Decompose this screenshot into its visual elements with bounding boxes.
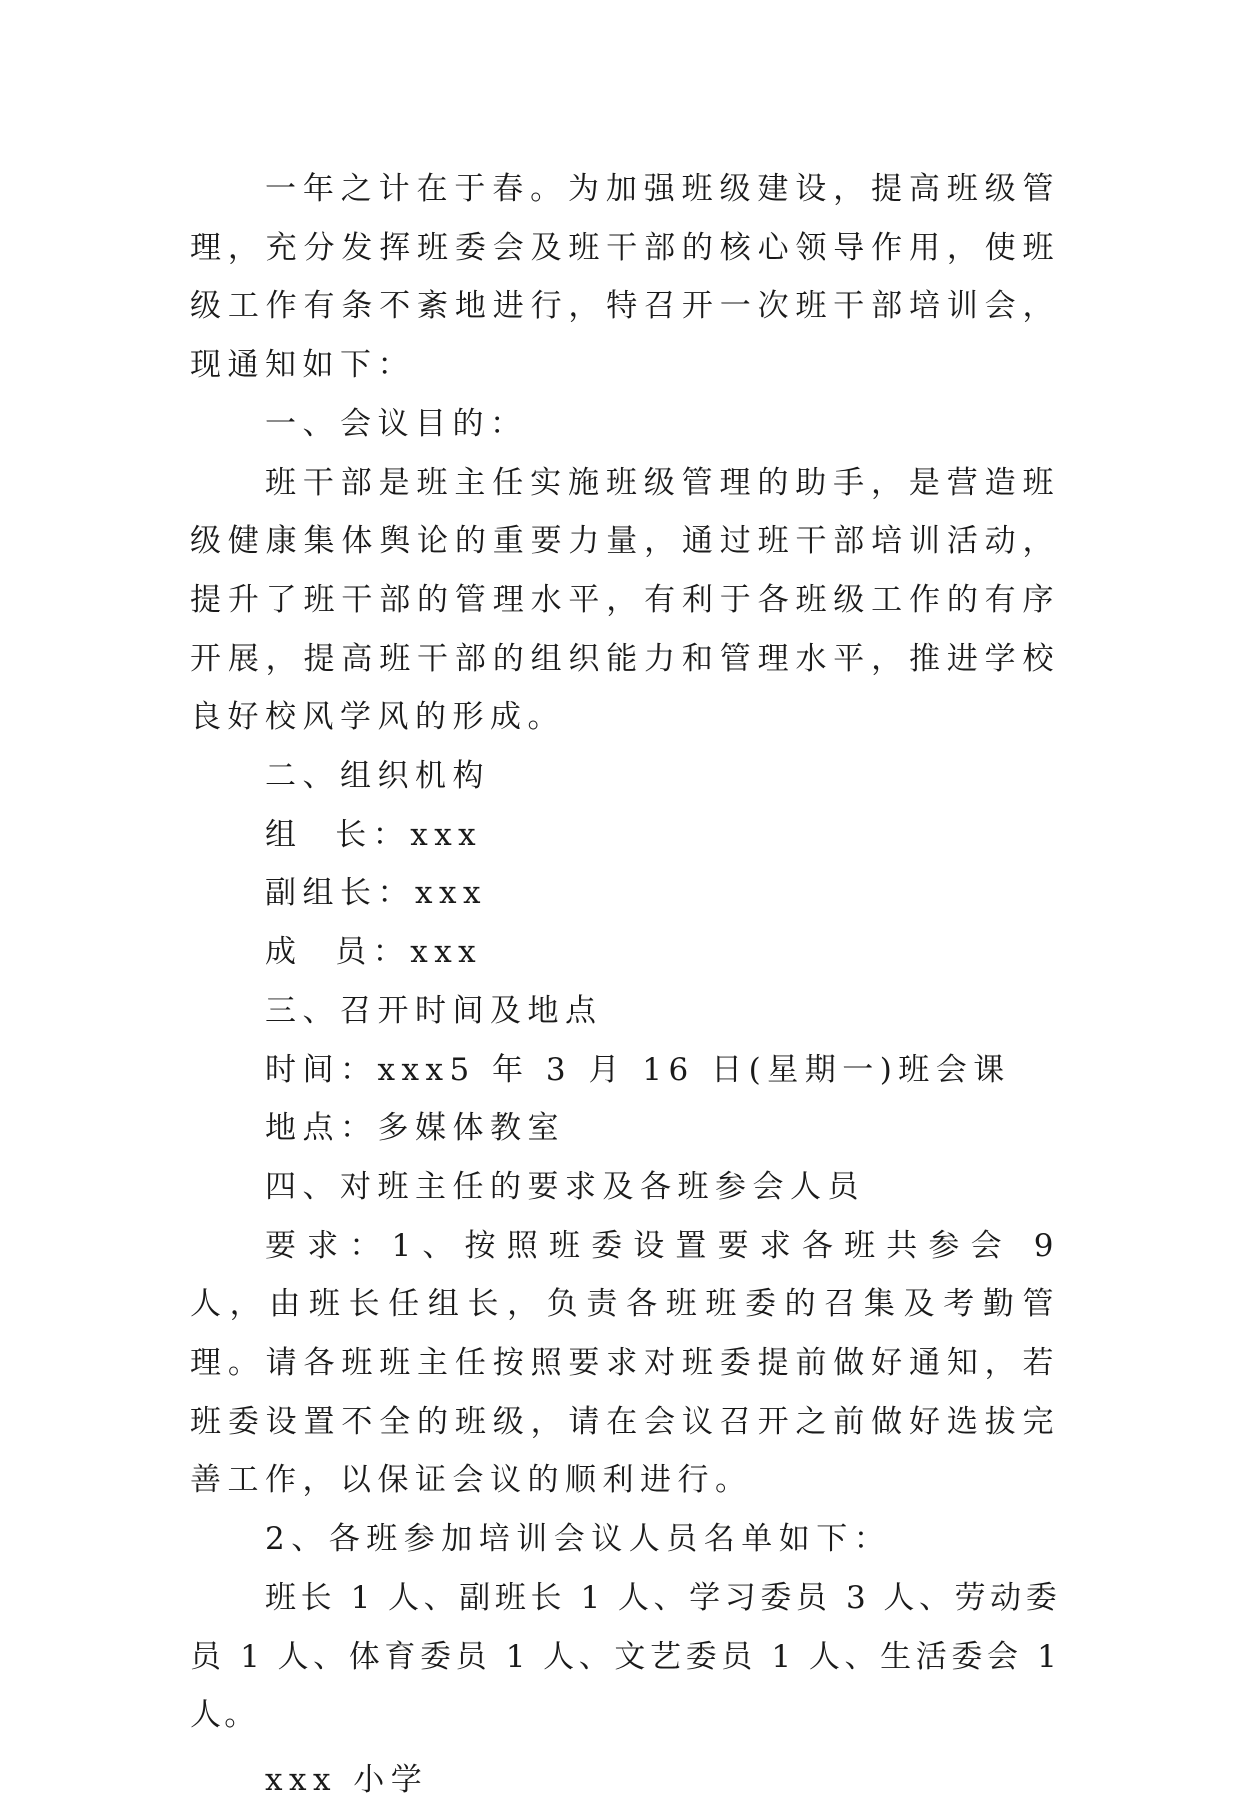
school-signature: xxx 小学 <box>265 1761 429 1798</box>
place-line: 地点：多媒体教室 <box>265 1110 565 1147</box>
time-line: 时间：xxx5 年 3 月 16 日(星期一)班会课 <box>265 1051 1011 1088</box>
attendee-list-paragraph: 班长 1 人、副班长 1 人、学习委员 3 人、劳动委员 1 人、体育委员 1 人、文艺委员 1 人、生活委会 1 人。 <box>190 1579 1060 1734</box>
section-heading-requirements: 四、对班主任的要求及各班参会人员 <box>265 1168 865 1205</box>
attendee-list-heading: 2、各班参加培训会议人员名单如下： <box>265 1521 892 1558</box>
deputy-leader-line: 副组长：xxx <box>265 875 487 912</box>
members-line: 成 员：xxx <box>265 934 483 971</box>
requirements-paragraph: 要求：1、按照班委设置要求各班共参会 9 人，由班长任组长，负责各班班委的召集及考勤管理。请各班班主任按照要求对班委提前做好通知，若班委设置不全的班级，请在会议召开之前做好选拔完善工作，以保证会议的顺利进行。 <box>190 1227 1060 1499</box>
section-heading-purpose: 一、会议目的： <box>265 405 528 442</box>
purpose-paragraph: 班干部是班主任实施班级管理的助手，是营造班级健康集体舆论的重要力量，通过班干部培训活动，提升了班干部的管理水平，有利于各班级工作的有序开展，提高班干部的组织能力和管理水平，推进学校良好校风学风的形成。 <box>190 464 1060 736</box>
section-heading-organization: 二、组织机构 <box>265 758 490 795</box>
section-heading-time-place: 三、召开时间及地点 <box>265 992 603 1029</box>
document-body <box>190 160 1060 1810</box>
leader-line: 组 长：xxx <box>265 816 483 853</box>
intro-paragraph: 一年之计在于春。为加强班级建设，提高班级管理，充分发挥班委会及班干部的核心领导作用，使班级工作有条不紊地进行，特召开一次班干部培训会，现通知如下： <box>190 171 1060 384</box>
